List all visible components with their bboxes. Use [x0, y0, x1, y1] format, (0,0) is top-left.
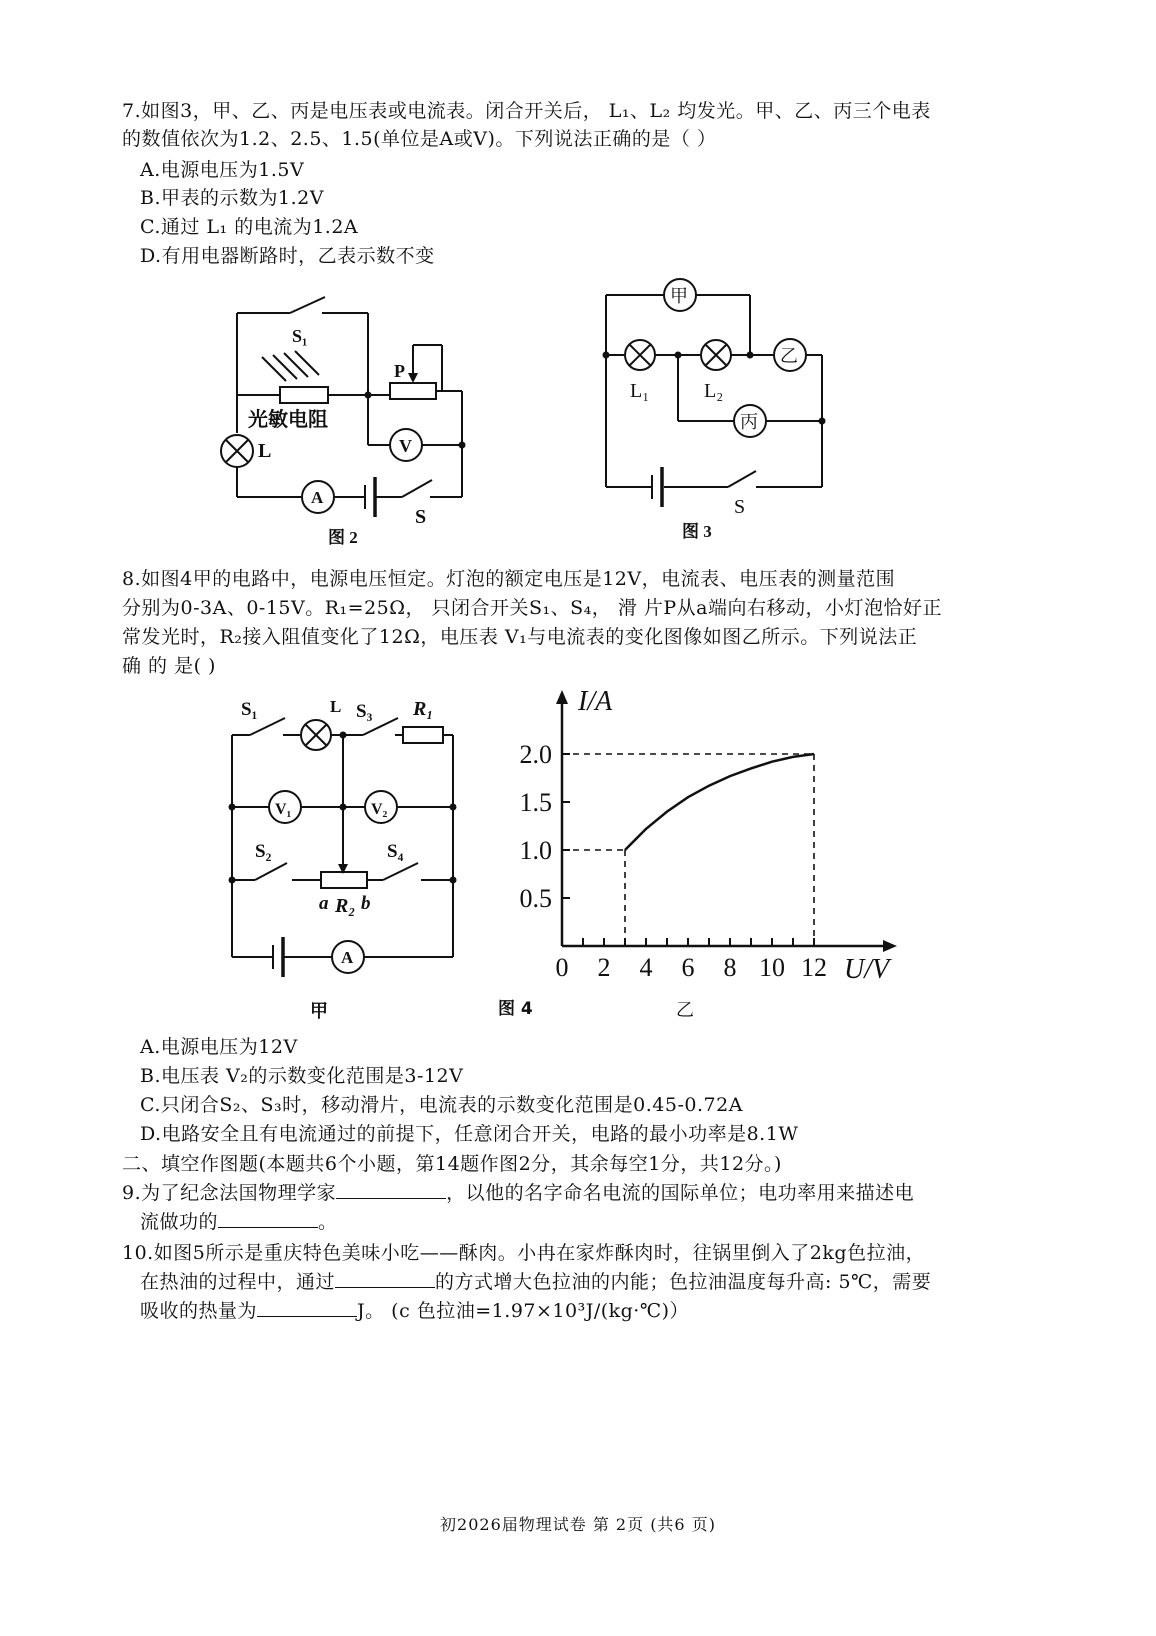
fig4-label-b-end: b [361, 893, 371, 914]
fig3-label-s: S [734, 496, 746, 518]
chart-y-tick-label: 1.5 [519, 788, 552, 817]
fig4-label-v1: V₁ [275, 801, 292, 818]
q7-stem-line2: 的数值依次为1.2、2.5、1.5(单位是A或V)。下列说法正确的是（ ） [122, 128, 717, 150]
fig2-label-s1: S₁ [292, 326, 308, 346]
q10-text-3: 吸收的热量为 [140, 1300, 258, 1322]
fig3-label-l2: L₂ [704, 380, 724, 402]
fig3-meter-bing: 丙 [740, 412, 758, 432]
fig4-label-s2: S₂ [255, 841, 272, 862]
fig4-caption: 图 4 [498, 999, 533, 1019]
fig4-yi-caption: 乙 [676, 1000, 694, 1021]
chart-series-line [625, 754, 814, 850]
q9-blank-1[interactable] [336, 1180, 446, 1199]
q7-option-d: D.有用电器断路时，乙表示数不变 [140, 245, 435, 267]
chart-x-tick-label: 8 [723, 953, 737, 982]
fig3-label-l1: L₁ [630, 380, 650, 402]
chart-x-axis-arrow [883, 940, 897, 952]
q8-option-c: C.只闭合S₂、S₃时，移动滑片，电流表的示数变化范围是0.45-0.72A [140, 1094, 743, 1116]
fig2-caption: 图 2 [328, 528, 358, 545]
figure-4-yi-chart [500, 680, 920, 1000]
fig4-label-a-end: a [319, 893, 329, 914]
q9-text-1: 9.为了纪念法国物理学家 [122, 1182, 337, 1204]
chart-y-tick-label: 2.0 [519, 740, 552, 769]
fig3-meter-yi: 乙 [780, 346, 798, 366]
q10-line2 [140, 1269, 931, 1295]
fig4-label-l: L [330, 697, 342, 716]
q9-text-3: 流做功的 [140, 1211, 219, 1233]
q7-option-c: C.通过 L₁ 的电流为1.2A [140, 216, 359, 238]
fig4-jia-caption: 甲 [310, 1001, 328, 1021]
fig2-label-photoresistor: 光敏电阻 [248, 409, 328, 431]
q9-text-2: ，以他的名字命名电流的国际单位；电功率用来描述电 [446, 1182, 915, 1204]
q9-line2 [140, 1209, 338, 1235]
chart-xlabel: U/V [844, 954, 890, 985]
fig4-label-s1: S₁ [241, 699, 258, 720]
q7-option-a: A.电源电压为1.5V [140, 159, 305, 181]
section-2-title: 二、填空作图题(本题共6个小题，第14题作图2分，其余每空1分，共12分。) [122, 1153, 782, 1175]
chart-x-tick-label: 0 [555, 953, 569, 982]
chart-ylabel: I/A [578, 686, 613, 717]
q10-text-4: J。 (c 色拉油=1.97×10³J/(kg·℃)） [357, 1300, 690, 1322]
chart-y-tick-label: 0.5 [519, 884, 552, 913]
chart-x-tick-label: 12 [801, 953, 827, 982]
q9-line1 [122, 1180, 914, 1206]
q9-text-4: 。 [318, 1211, 338, 1233]
fig4-label-ammeter: A [341, 948, 354, 967]
fig2-label-l: L [258, 440, 272, 462]
q7-stem-line1: 7.如图3，甲、乙、丙是电压表或电流表。闭合开关后， L₁、L₂ 均发光。甲、乙、丙三个电表 [122, 100, 931, 122]
chart-x-tick-label: 4 [639, 953, 653, 982]
q7-option-b: B.甲表的示数为1.2V [140, 187, 324, 209]
fig2-label-v: V [399, 436, 412, 456]
figure-3-circuit [594, 275, 844, 550]
page-footer: 初2026届物理试卷 第 2页 (共6 页) [440, 1515, 716, 1534]
q10-line3 [140, 1298, 689, 1324]
fig3-meter-jia: 甲 [670, 286, 688, 306]
fig2-label-s: S [415, 506, 427, 528]
q8-option-a: A.电源电压为12V [140, 1036, 298, 1058]
q10-blank-2[interactable] [257, 1298, 357, 1317]
q9-blank-2[interactable] [218, 1209, 318, 1228]
q10-text-2: 的方式增大色拉油的内能；色拉油温度每升高: 5℃，需要 [435, 1271, 932, 1293]
chart-y-tick-label: 1.0 [519, 836, 552, 865]
q8-stem-line3: 常发光时，R₂接入阻值变化了12Ω，电压表 V₁与电流表的变化图像如图乙所示。下列说法正 [122, 626, 918, 648]
figure-2-circuit [210, 285, 480, 545]
q8-stem-line1: 8.如图4甲的电路中，电源电压恒定。灯泡的额定电压是12V，电流表、电压表的测量范围 [122, 568, 896, 590]
fig4-label-r2: R₂ [335, 895, 356, 917]
fig3-caption: 图 3 [682, 522, 712, 541]
q8-stem-line2: 分别为0-3A、0-15V。R₁=25Ω， 只闭合开关S₁、S₄， 滑 片P从a端向右移动，小灯泡恰好正 [122, 597, 942, 619]
fig4-label-v2: V₂ [371, 801, 388, 818]
q10-blank-1[interactable] [335, 1269, 435, 1288]
q8-stem-line4: 确 的 是( ) [122, 655, 216, 677]
chart-x-tick-label: 6 [681, 953, 695, 982]
q8-option-d: D.电路安全且有电流通过的前提下，任意闭合开关，电路的最小功率是8.1W [140, 1123, 799, 1145]
chart-x-tick-label: 10 [759, 953, 785, 982]
q10-line1: 10.如图5所示是重庆特色美味小吃——酥肉。小冉在家炸酥肉时，往锅里倒入了2kg色拉油， [122, 1242, 926, 1264]
chart-x-tick-label: 2 [597, 953, 611, 982]
figure-4-jia-circuit [215, 690, 475, 1030]
q10-text-1: 在热油的过程中，通过 [140, 1271, 336, 1293]
fig4-label-r1: R₁ [413, 698, 434, 720]
chart-y-axis-arrow [556, 690, 568, 704]
fig2-label-p: P [394, 361, 405, 381]
q8-option-b: B.电压表 V₂的示数变化范围是3-12V [140, 1065, 464, 1087]
fig4-label-s4: S₄ [387, 841, 404, 862]
fig4-label-s3: S₃ [356, 701, 373, 722]
fig2-label-a: A [311, 488, 324, 507]
